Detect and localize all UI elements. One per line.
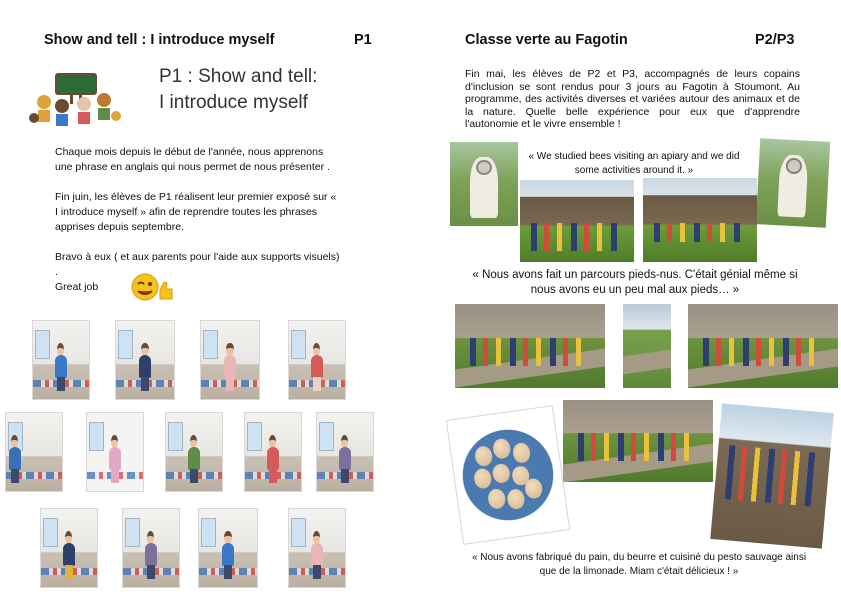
beekeeper-photo [756, 138, 830, 228]
student-photo [244, 412, 302, 492]
student-photo [165, 412, 223, 492]
p1-title-line2: I introduce myself [159, 92, 308, 113]
school-logo-illustration [26, 72, 122, 132]
quote-bees: « We studied bees visiting an apiary and we did some activities around it. » [528, 151, 740, 176]
beekeeper-photo [450, 142, 518, 226]
barefoot-path-photo [623, 304, 671, 388]
quote-bread: « Nous avons fabriqué du pain, du beurre et cuisiné du pesto sauvage ainsi que de la limonade. Miam c'était délicieux ! » [471, 552, 807, 577]
barefoot-path-photo [455, 304, 605, 388]
p2p3-intro-paragraph: Fin mai, les élèves de P2 et P3, accompagnés de leurs copains d'inclusion se sont rendus pour 3 jours au Fagotin à Stoumont. Au programme, des activités diverses et variées autour des animaux et de la nature. Quelle belle expérience pour eux que d'apprendre l'autonomie et le vivre ensemble ! [465, 68, 800, 131]
quote-barefoot: « Nous avons fait un parcours pieds-nus. C'était génial même si nous avons eu un peu mal aux pieds… » [472, 269, 798, 296]
left-header-title: Show and tell : I introduce myself [44, 32, 275, 48]
left-page-label: P1 [354, 32, 372, 48]
student-photo [288, 508, 346, 588]
bread-rolls-photo [446, 405, 570, 545]
student-photo [200, 320, 260, 400]
right-page-label: P2/P3 [755, 32, 795, 48]
student-photo [5, 412, 63, 492]
barefoot-path-photo [688, 304, 838, 388]
wink-thumbs-up-emoji-icon [130, 272, 174, 304]
student-photo [316, 412, 374, 492]
shelter-group-photo [643, 178, 757, 262]
student-photo [288, 320, 346, 400]
student-photo [115, 320, 175, 400]
p1-paragraph-3: Bravo à eux ( et aux parents pour l'aide aux supports visuels) . [55, 251, 340, 278]
p1-paragraph-4: Great job [55, 281, 99, 293]
student-photo [122, 508, 180, 588]
garden-walk-photo [563, 400, 713, 482]
student-photo [32, 320, 90, 400]
outdoor-cooking-photo [710, 403, 833, 548]
p1-paragraph-1: Chaque mois depuis le début de l'année, nous apprenons une phrase en anglais qui nous permet de nous présenter . [55, 146, 330, 173]
p1-title-line1: P1 : Show and tell: [159, 66, 318, 87]
student-photo [198, 508, 258, 588]
student-photo [40, 508, 98, 588]
right-header-title: Classe verte au Fagotin [465, 32, 628, 48]
p1-paragraph-2: Fin juin, les élèves de P1 réalisent leur premier exposé sur « I introduce myself » afin de reprendre toutes les phrases apprises depuis septembre. [55, 191, 337, 233]
apiary-group-photo [520, 180, 634, 262]
student-photo [86, 412, 144, 492]
